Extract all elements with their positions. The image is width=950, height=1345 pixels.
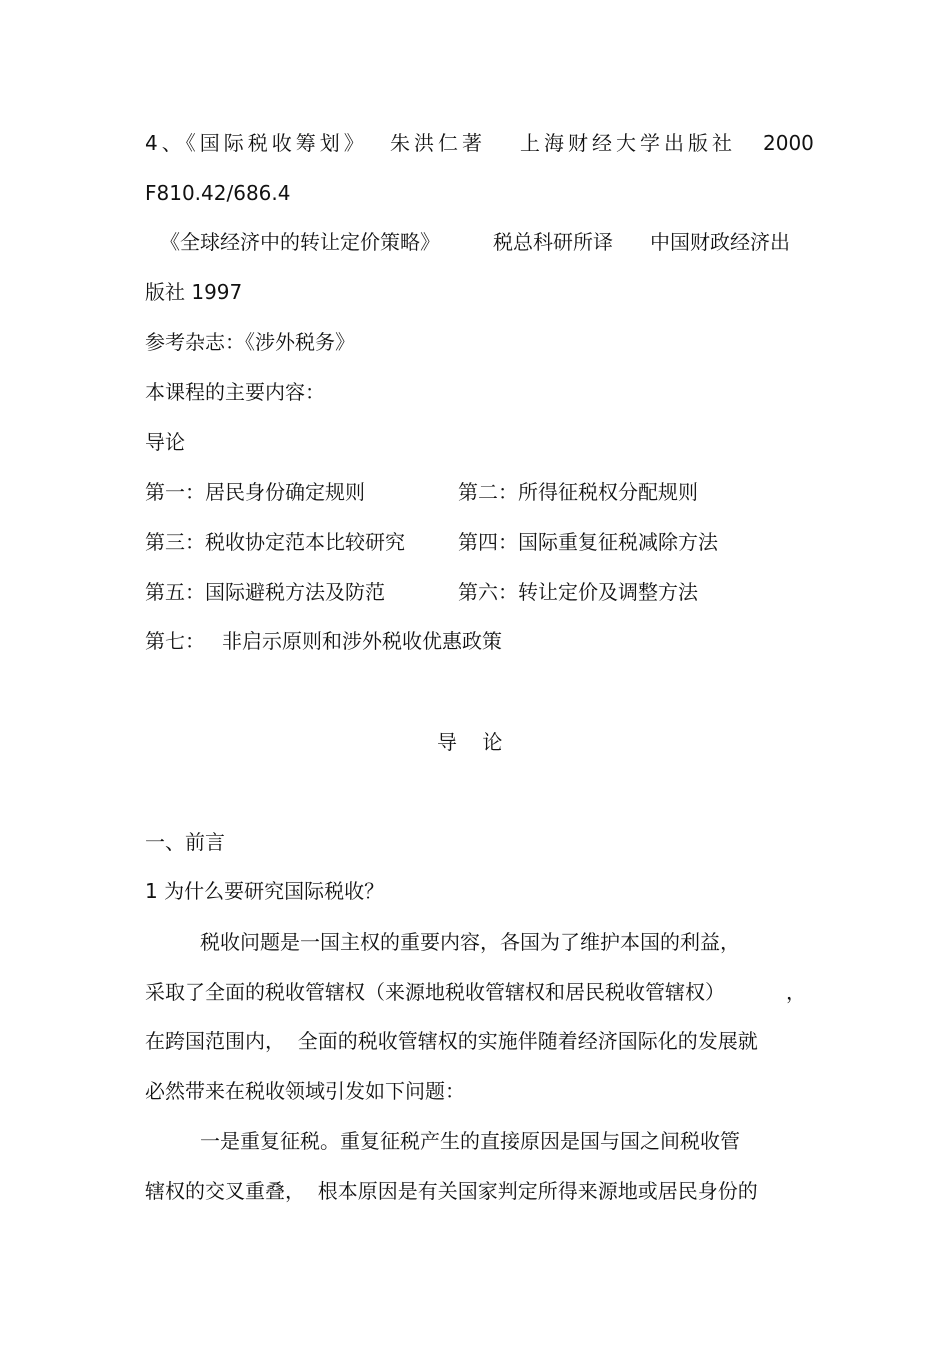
reference-5 (160, 229, 820, 255)
reference-5-publisher: 中国财政经济出 (650, 230, 790, 254)
reference-4-author: 朱洪仁著 (390, 131, 486, 155)
paragraph-1-line-4: 必然带来在税收领域引发如下问题： (145, 1079, 465, 1103)
course-heading: 本课程的主要内容： (145, 380, 325, 404)
chapter-1: 第一：居民身份确定规则 (145, 480, 365, 504)
course-intro: 导论 (145, 430, 185, 454)
chapter-2: 第二：所得征税权分配规则 (458, 480, 698, 504)
chapter-7-label: 第七： (145, 629, 205, 653)
section-1-question: 1 为什么要研究国际税收？ (145, 879, 385, 903)
reference-4 (145, 130, 845, 156)
paragraph-1-line-1: 税收问题是一国主权的重要内容，各国为了维护本国的利益， (200, 930, 740, 954)
section-1-heading: 一、前言 (145, 830, 225, 854)
paragraph-2-line-2: 辖权的交叉重叠， 根本原因是有关国家判定所得来源地或居民身份的 (145, 1179, 758, 1203)
reference-5-publisher-cont: 版社 1997 (145, 280, 243, 304)
chapter-6: 第六：转让定价及调整方法 (458, 580, 698, 604)
paragraph-1-line-3: 在跨国范围内， 全面的税收管辖权的实施伴随着经济国际化的发展就 (145, 1029, 758, 1053)
section-title: 导 论 (437, 730, 503, 754)
reference-4-call-number: F810.42/686.4 (145, 181, 291, 205)
chapter-7-title: 非启示原则和涉外税收优惠政策 (222, 629, 502, 653)
chapter-3: 第三：税收协定范本比较研究 (145, 530, 405, 554)
reference-5-translator: 税总科研所译 (493, 230, 613, 254)
reference-4-year: 2000 (763, 131, 814, 155)
chapter-5: 第五：国际避税方法及防范 (145, 580, 385, 604)
reference-5-title: 《全球经济中的转让定价策略》 (160, 230, 440, 254)
journal-reference: 参考杂志：《涉外税务》 (145, 330, 355, 354)
paragraph-1-line-2: 采取了全面的税收管辖权（来源地税收管辖权和居民税收管辖权） (145, 980, 725, 1004)
reference-4-title: 4、《国际税收筹划》 (145, 131, 368, 155)
chapter-4: 第四：国际重复征税减除方法 (458, 530, 718, 554)
paragraph-1-comma: ， (786, 980, 806, 1004)
reference-4-publisher: 上海财经大学出版社 (520, 131, 736, 155)
paragraph-2-line-1: 一是重复征税。重复征税产生的直接原因是国与国之间税收管 (200, 1129, 740, 1153)
